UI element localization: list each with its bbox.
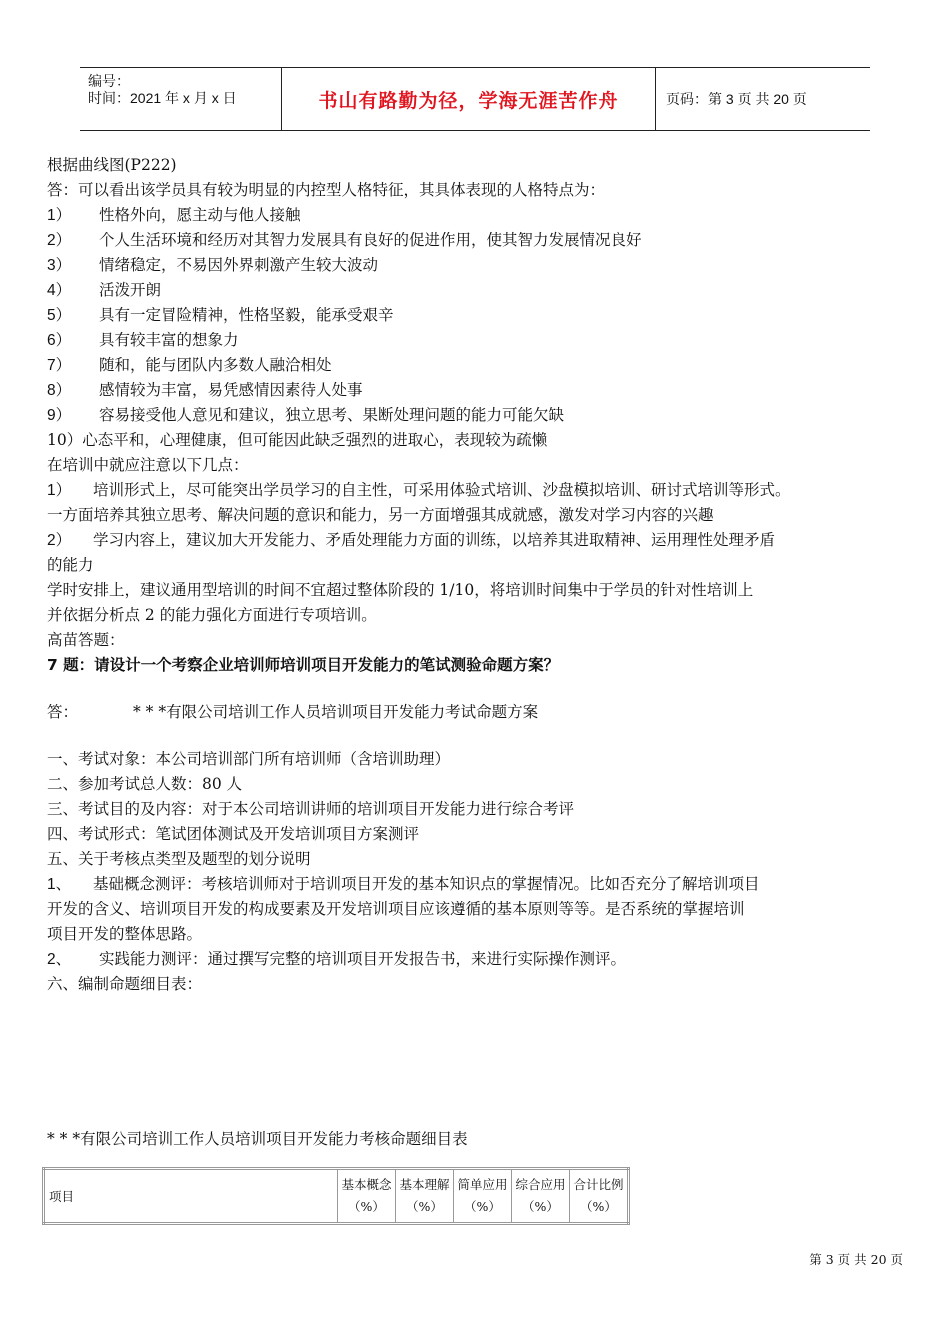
- item-text: 个人生活环境和经历对其智力发展具有良好的促进作用，使其智力发展情况良好: [99, 231, 642, 249]
- item-text: 具有较丰富的想象力: [99, 331, 239, 349]
- column-name: 简单应用: [457, 1177, 508, 1192]
- training-point: [47, 478, 917, 503]
- column-header-cell: [396, 1169, 454, 1224]
- page-footer: 第 3 页 共 20 页: [809, 1252, 903, 1267]
- column-unit: （%）: [580, 1199, 617, 1214]
- plan-section: 六、编制命题细目表：: [47, 975, 203, 993]
- trait-item: [47, 353, 917, 378]
- item-text: 感情较为丰富，易凭感情因素待人处事: [99, 381, 363, 399]
- item-text: 性格外向，愿主动与他人接触: [99, 206, 301, 224]
- column-name: 合计比例: [573, 1177, 624, 1192]
- assessment-point-continued: 项目开发的整体思路。: [47, 925, 203, 943]
- project-header-cell: 项目: [44, 1169, 338, 1224]
- trait-item: [47, 328, 917, 353]
- plan-section: 五、关于考核点类型及题型的划分说明: [47, 850, 311, 868]
- schedule-note-continued: 并依据分析点 2 的能力强化方面进行专项培训。: [47, 606, 377, 624]
- trait-item: [47, 403, 917, 428]
- answer-label: 答：: [47, 703, 79, 721]
- item-text: 基础概念测评：考核培训师对于培训项目开发的基本知识点的掌握情况。比如否充分了解培训项目: [93, 875, 760, 893]
- plan-section: 二、参加考试总人数：80 人: [47, 775, 243, 793]
- trait-item: [47, 228, 917, 253]
- trait-item: [47, 278, 917, 303]
- item-number: 1）: [47, 207, 72, 224]
- item-number: 2）: [47, 532, 72, 549]
- curve-reference: 根据曲线图(P222): [47, 156, 177, 174]
- item-text: 容易接受他人意见和建议，独立思考、果断处理问题的能力可能欠缺: [99, 406, 565, 424]
- assessment-point: [47, 872, 917, 897]
- item-number: 8）: [47, 382, 72, 399]
- column-name: 综合应用: [515, 1177, 566, 1192]
- training-point: [47, 528, 917, 553]
- document-body: [47, 153, 917, 997]
- header-page-number: 页码：第 3 页 共 20 页: [666, 91, 807, 107]
- item-text: 随和，能与团队内多数人融洽相处: [99, 356, 332, 374]
- item-number: 9）: [47, 407, 72, 424]
- trait-item: [47, 203, 917, 228]
- header-meta: [80, 68, 282, 130]
- item-number: 6）: [47, 332, 72, 349]
- answer-heading: [47, 700, 917, 725]
- trait-item-10: 10）心态平和，心理健康，但可能因此缺乏强烈的进取心，表现较为疏懒: [47, 431, 548, 449]
- plan-section: 一、考试对象：本公司培训部门所有培训师（含培训助理）: [47, 750, 451, 768]
- document-time-label: 时间：2021 年 x 月 x 日: [88, 90, 237, 106]
- table-title: * * *有限公司培训工作人员培训项目开发能力考核命题细目表: [47, 1130, 468, 1148]
- spacer: [47, 725, 917, 747]
- plan-section: 三、考试目的及内容：对于本公司培训讲师的培训项目开发能力进行综合考评: [47, 800, 575, 818]
- column-header-cell: [512, 1169, 570, 1224]
- item-text: 培训形式上，尽可能突出学员学习的自主性，可采用体验式培训、沙盘模拟培训、研讨式培训等形式。: [93, 481, 791, 499]
- table-header-row: [44, 1169, 629, 1224]
- trait-item: [47, 253, 917, 278]
- answer-intro: 答：可以看出该学员具有较为明显的内控型人格特征，其具体表现的人格特点为：: [47, 181, 606, 199]
- item-text: 情绪稳定，不易因外界刺激产生较大波动: [99, 256, 379, 274]
- trait-item: [47, 303, 917, 328]
- item-number: 7）: [47, 357, 72, 374]
- spacer: [47, 678, 917, 700]
- column-name: 基本概念: [341, 1177, 392, 1192]
- item-text: 实践能力测评：通过撰写完整的培训项目开发报告书，来进行实际操作测评。: [99, 950, 627, 968]
- item-number: 2）: [47, 232, 72, 249]
- item-number: 2、: [47, 951, 72, 968]
- training-notes-heading: 在培训中就应注意以下几点：: [47, 456, 249, 474]
- training-point-continued: 的能力: [47, 556, 94, 574]
- column-header-cell: [454, 1169, 512, 1224]
- column-unit: （%）: [348, 1199, 385, 1214]
- item-number: 1、: [47, 876, 72, 893]
- item-number: 5）: [47, 307, 72, 324]
- plan-title: * * *有限公司培训工作人员培训项目开发能力考试命题方案: [133, 703, 539, 721]
- assessment-point: [47, 947, 917, 972]
- document-code-label: 编号：: [88, 73, 130, 89]
- column-header-cell: [338, 1169, 396, 1224]
- item-breakdown-table: [42, 1167, 630, 1225]
- plan-section: 四、考试形式：笔试团体测试及开发培训项目方案测评: [47, 825, 420, 843]
- item-number: 4）: [47, 282, 72, 299]
- training-point-continued: 一方面培养其独立思考、解决问题的意识和能力，另一方面增强其成就感，激发对学习内容的兴趣: [47, 506, 714, 524]
- column-unit: （%）: [522, 1199, 559, 1214]
- column-name: 基本理解: [399, 1177, 450, 1192]
- column-unit: （%）: [464, 1199, 501, 1214]
- question-7: 7 题：请设计一个考察企业培训师培训项目开发能力的笔试测验命题方案？: [47, 656, 560, 674]
- item-text: 活泼开朗: [99, 281, 162, 299]
- column-header-cell: [570, 1169, 629, 1224]
- trait-item: [47, 378, 917, 403]
- item-number: 3）: [47, 257, 72, 274]
- item-text: 学习内容上，建议加大开发能力、矛盾处理能力方面的训练，以培养其进取精神、运用理性处理矛盾: [93, 531, 776, 549]
- schedule-note: 学时安排上，建议通用型培训的时间不宜超过整体阶段的 1/10，将培训时间集中于学员的针对性培训上: [47, 581, 754, 599]
- item-text: 具有一定冒险精神，性格坚毅，能承受艰辛: [99, 306, 394, 324]
- header-motto: 书山有路勤为径，学海无涯苦作舟: [282, 68, 656, 130]
- page-header: [80, 67, 870, 131]
- item-number: 1）: [47, 482, 72, 499]
- assessment-point-continued: 开发的含义、培训项目开发的构成要素及开发培训项目应该遵循的基本原则等等。是否系统的掌握培训: [47, 900, 745, 918]
- gaomiao-answer-label: 高苗答题：: [47, 631, 125, 649]
- column-unit: （%）: [406, 1199, 443, 1214]
